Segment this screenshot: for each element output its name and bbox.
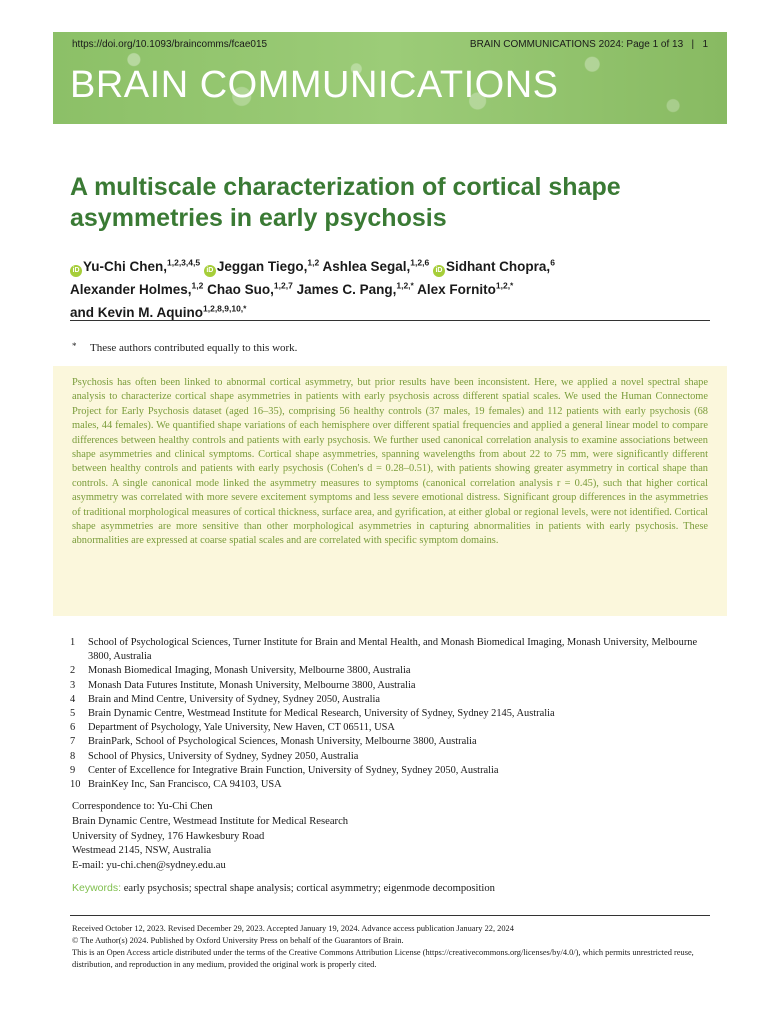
affiliation-number: 10 <box>70 779 81 791</box>
author <box>297 282 414 297</box>
correspondence-line: Brain Dynamic Centre, Westmead Institute for Medical Research <box>72 815 349 827</box>
equal-contribution-note <box>72 341 297 354</box>
affiliation-text: BrainPark, School of Psychological Sciences, Monash University, Melbourne 3800, Australia <box>88 736 477 748</box>
author <box>433 259 555 274</box>
author <box>70 259 200 274</box>
author-affiliation-marks: 1,2,6 <box>410 257 430 267</box>
author-affiliation-marks: 1,2 <box>191 280 204 291</box>
journal-name: BRAIN COMMUNICATIONS <box>70 64 559 106</box>
affiliation-number: 7 <box>70 736 76 748</box>
author <box>417 282 513 297</box>
affiliation-item <box>70 735 720 749</box>
author <box>70 305 246 320</box>
affiliation-number: 2 <box>70 665 76 677</box>
author-affiliation-marks: 1,2,3,4,5 <box>167 257 201 267</box>
affiliation-item <box>70 679 720 693</box>
footer-line: © The Author(s) 2024. Published by Oxford University Press on behalf of the Guarantors of Brain. <box>72 936 404 945</box>
footer-divider <box>70 915 710 916</box>
author-affiliation-marks: 1,2 <box>307 257 320 267</box>
page-number: 1 <box>702 39 708 50</box>
author-name: Alexander Holmes, <box>70 282 192 297</box>
correspondence-line: University of Sydney, 176 Hawkesbury Road <box>72 830 265 842</box>
author-affiliation-marks: 1,2,8,9,10,* <box>203 303 247 313</box>
author-affiliation-marks: 6 <box>550 257 555 267</box>
author-name: Yu-Chi Chen, <box>83 258 167 274</box>
affiliation-number: 5 <box>70 708 76 720</box>
author-affiliation-marks: 1,2,* <box>396 280 414 291</box>
footnote-mark: * <box>72 341 77 351</box>
affiliation-text: Center of Excellence for Integrative Brain Function, University of Sydney, Sydney 2050, Australia <box>88 764 499 776</box>
author-list <box>70 253 720 322</box>
author <box>207 282 293 297</box>
author-name: James C. Pang, <box>296 282 397 297</box>
affiliation-item <box>70 664 720 678</box>
abstract-text: Psychosis has often been linked to abnormal cortical asymmetry, but prior results have been inconsistent. Here, we applied a novel spectral shape analysis to characterize cortical shape asymmetries in patients with early psychosis across different spatial scales. We used the Human Connectome Project for Early Psychosis dataset (aged 16–35), comprising 56 healthy controls (37 males, 19 females) and 112 patients with early psychosis (68 males, 44 females). We quantified shape variations of each hemisphere over different spatial frequencies and applied a general linear model to compare differences between healthy controls and patients with early psychosis. We further used canonical correlation analysis to examine associations between shape asymmetries and clinical symptoms. Cortical shape asymmetries, spanning wavelengths from about 22 to 75 mm, were significantly different between healthy controls and patients with early psychosis (Cohen's d = 0.28–0.51), with patients showing greater asymmetry in cortical shape than controls. A single canonical mode linked the asymmetry measures to symptoms (canonical correlation analysis r = 0.45), such that higher cortical asymmetry was correlated with more severe excitement symptoms and less severe emotional distress. Significant group differences in the asymmetries of traditional morphological measures of cortical thickness, surface area, and gyrification, at either global or regional levels, were not identified. Cortical shape asymmetries are more sensitive than other morphological asymmetries in capturing abnormalities in patients with early psychosis. These abnormalities are expressed at coarse spatial scales and are correlated with specific symptom domains. <box>72 377 708 547</box>
author-name: and Kevin M. Aquino <box>70 304 203 320</box>
affiliation-number: 6 <box>70 722 76 734</box>
affiliation-item <box>70 707 720 721</box>
orcid-icon[interactable]: iD <box>70 265 82 277</box>
affiliation-text: Brain Dynamic Centre, Westmead Institute for Medical Research, University of Sydney, Sydney 2145, Australia <box>88 708 555 720</box>
affiliation-number: 9 <box>70 764 76 776</box>
author <box>204 259 319 274</box>
author-name: Ashlea Segal, <box>322 258 411 274</box>
author-affiliation-marks: 1,2,* <box>495 280 514 291</box>
running-head-text: BRAIN COMMUNICATIONS 2024: Page 1 of 13 <box>469 39 684 50</box>
author-affiliation-marks: 1,2,7 <box>273 280 293 291</box>
affiliation-item <box>70 636 720 664</box>
affiliation-item <box>70 750 720 764</box>
affiliation-item <box>70 764 720 778</box>
affiliation-list <box>70 636 720 792</box>
affiliation-text: Monash Data Futures Institute, Monash University, Melbourne 3800, Australia <box>88 679 416 691</box>
abstract-box <box>53 366 727 616</box>
affiliation-number: 3 <box>70 679 76 691</box>
affiliation-text: BrainKey Inc, San Francisco, CA 94103, USA <box>88 779 282 791</box>
author-name: Jeggan Tiego, <box>216 258 308 274</box>
author-name: Alex Fornito <box>417 282 496 297</box>
orcid-icon[interactable]: iD <box>433 265 445 277</box>
affiliation-item <box>70 778 720 792</box>
equal-contribution-text: These authors contributed equally to this work. <box>90 342 298 354</box>
affiliation-text: School of Psychological Sciences, Turner Institute for Brain and Mental Health, and Monash Biomedical Imaging, Monash University, Melbourne 3800, Australia <box>88 637 698 663</box>
author <box>70 282 203 297</box>
correspondence-line: Westmead 2145, NSW, Australia <box>72 845 212 857</box>
article-title: A multiscale characterization of cortical shape asymmetries in early psychosis <box>70 173 621 232</box>
keywords-text: early psychosis; spectral shape analysis; cortical asymmetry; eigenmode decomposition <box>123 883 495 894</box>
keywords <box>72 882 495 894</box>
correspondence-line: Correspondence to: Yu-Chi Chen <box>72 801 213 812</box>
affiliation-text: Brain and Mind Centre, University of Sydney, Sydney 2050, Australia <box>88 693 380 705</box>
author-name: Sidhant Chopra, <box>445 258 551 274</box>
correspondence <box>72 800 348 874</box>
author-name: Chao Suo, <box>207 282 274 297</box>
affiliation-item <box>70 693 720 707</box>
keywords-label: Keywords: <box>72 882 122 894</box>
author <box>322 259 429 274</box>
affiliation-number: 4 <box>70 693 76 705</box>
affiliation-number: 8 <box>70 750 76 762</box>
footer <box>72 923 722 971</box>
running-head: BRAIN COMMUNICATIONS 2024: Page 1 of 13 | 1 <box>469 39 708 50</box>
affiliation-text: Monash Biomedical Imaging, Monash University, Melbourne 3800, Australia <box>88 665 411 677</box>
affiliation-number: 1 <box>70 637 76 648</box>
doi-link[interactable]: https://doi.org/10.1093/braincomms/fcae015 <box>72 39 268 50</box>
correspondence-email[interactable]: E-mail: yu-chi.chen@sydney.edu.au <box>72 860 226 872</box>
orcid-icon[interactable]: iD <box>204 265 216 277</box>
affiliation-item <box>70 721 720 735</box>
divider <box>70 320 710 321</box>
footer-line: Received October 12, 2023. Revised December 29, 2023. Accepted January 19, 2024. Advance access publication January 22, 2024 <box>72 924 514 933</box>
affiliation-text: Department of Psychology, Yale University, New Haven, CT 06511, USA <box>88 722 395 734</box>
footer-line: This is an Open Access article distributed under the terms of the Creative Commons Attribution License (https://creativecommons.org/licenses/by/4.0/), which permits unrestricted reuse, distribution, and reproduction in any medium, provided the original work is properly cited. <box>72 948 694 969</box>
affiliation-text: School of Physics, University of Sydney, Sydney 2050, Australia <box>88 750 359 762</box>
